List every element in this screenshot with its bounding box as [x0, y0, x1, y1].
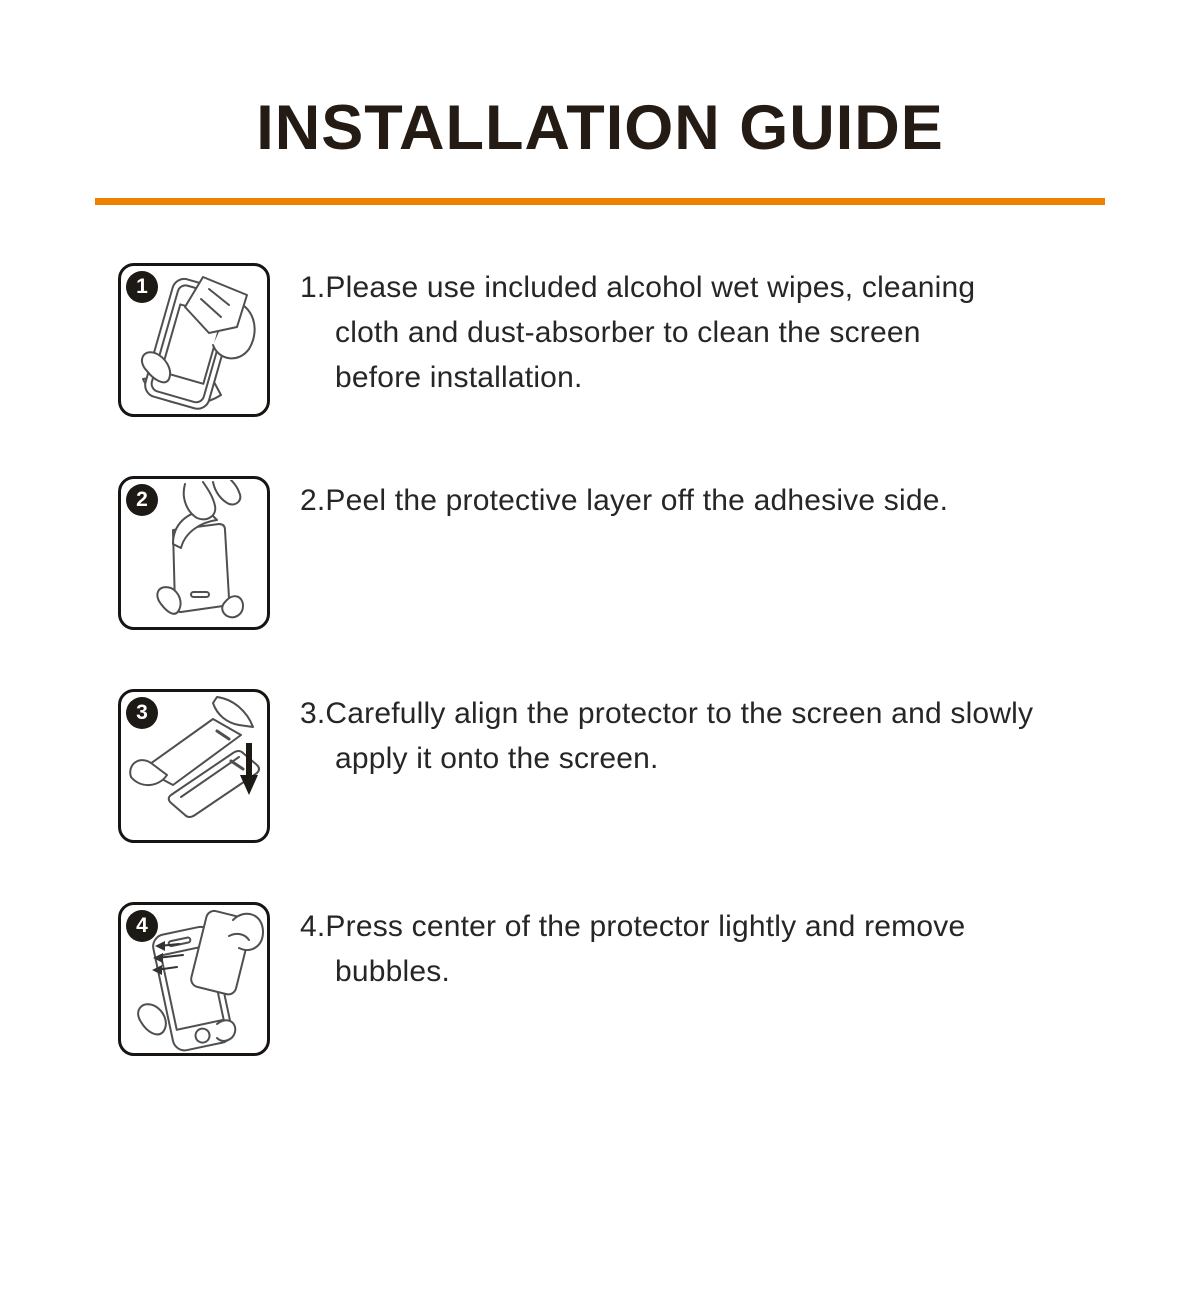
step-3-badge: 3: [126, 697, 158, 729]
step-1-line-3: before installation.: [335, 361, 583, 394]
step-row-4: [118, 902, 1200, 1056]
step-row-3: [118, 689, 1200, 843]
step-1-line-2: cloth and dust-absorber to clean the screen: [335, 316, 921, 349]
step-1-figure: [118, 263, 270, 417]
step-4-line-1: 4.Press center of the protector lightly and remove: [300, 910, 966, 943]
step-2-text: [300, 478, 948, 523]
step-row-2: [118, 476, 1200, 630]
step-3-text: [300, 691, 1033, 781]
step-2-badge: 2: [126, 484, 158, 516]
step-1-badge: 1: [126, 271, 158, 303]
step-3-line-1: 3.Carefully align the protector to the screen and slowly: [300, 697, 1034, 730]
step-2-line-1: 2.Peel the protective layer off the adhesive side.: [300, 484, 949, 517]
step-3-figure: [118, 689, 270, 843]
step-1-text: [300, 265, 975, 400]
title-divider: [95, 198, 1105, 205]
step-row-1: [118, 263, 1200, 417]
step-3-line-2: apply it onto the screen.: [335, 742, 659, 775]
step-1-line-1: 1.Please use included alcohol wet wipes, cleaning: [300, 271, 976, 304]
step-4-text: [300, 904, 965, 994]
step-2-figure: [118, 476, 270, 630]
page-title: INSTALLATION GUIDE: [256, 93, 944, 163]
step-4-badge: 4: [126, 910, 158, 942]
steps-list: [118, 263, 1200, 1056]
step-4-figure: [118, 902, 270, 1056]
step-4-line-2: bubbles.: [335, 955, 451, 988]
